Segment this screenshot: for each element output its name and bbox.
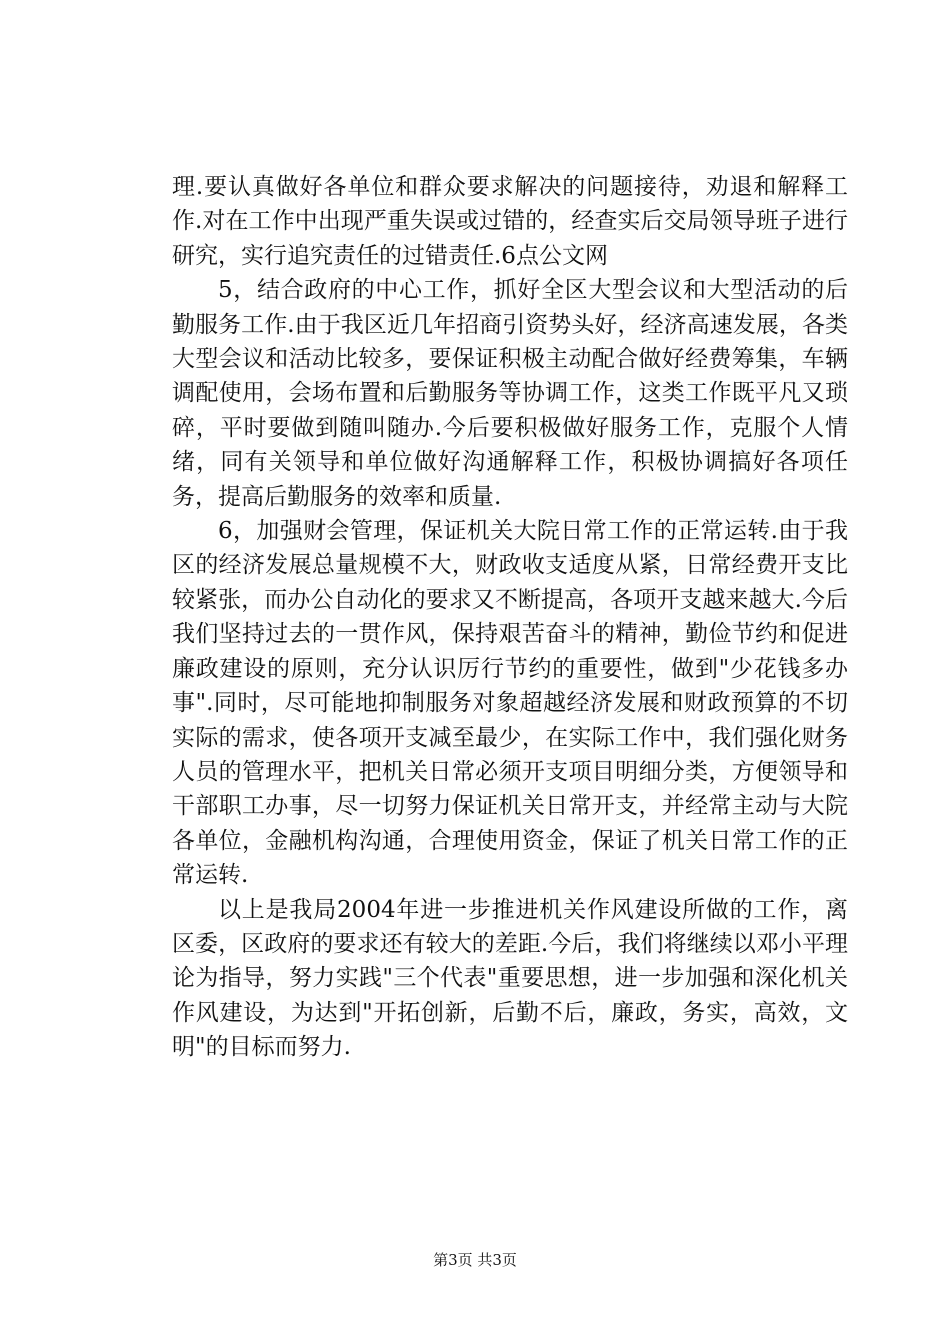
paragraph-item-6: 6，加强财会管理，保证机关大院日常工作的正常运转.由于我区的经济发展总量规模不大，财政收支适度从紧，日常经费开支比较紧张，而办公自动化的要求又不断提高，各项开支越来越大.今后我们坚持过去的一贯作风，保持艰苦奋斗的精神，勤俭节约和促进廉政建设的原则，充分认识厉行节约的重要性，做到"少花钱多办事".同时，尽可能地抑制服务对象超越经济发展和财政预算的不切实际的需求，使各项开支减至最少，在实际工作中，我们强化财务人员的管理水平，把机关日常必须开支项目明细分类，方便领导和干部职工办事，尽一切努力保证机关日常开支，并经常主动与大院各单位，金融机构沟通，合理使用资金，保证了机关日常工作的正常运转. — [172, 518, 848, 889]
paragraph-conclusion: 以上是我局2004年进一步推进机关作风建设所做的工作，离区委，区政府的要求还有较大的差距.今后，我们将继续以邓小平理论为指导，努力实践"三个代表"重要思想，进一步加强和深化机关作风建设，为达到"开拓创新，后勤不后，廉政，务实，高效，文明"的目标而努力. — [172, 896, 848, 1061]
paragraph-continuation: 理.要认真做好各单位和群众要求解决的问题接待，劝退和解释工作.对在工作中出现严重失误或过错的，经查实后交局领导班子进行研究，实行追究责任的过错责任.6点公文网 — [172, 174, 848, 269]
page-number-footer: 第3页 共3页 — [433, 1251, 517, 1269]
document-body — [172, 170, 848, 1065]
paragraph-item-5: 5，结合政府的中心工作，抓好全区大型会议和大型活动的后勤服务工作.由于我区近几年招商引资势头好，经济高速发展，各类大型会议和活动比较多，要保证积极主动配合做好经费筹集，车辆调配使用，会场布置和后勤服务等协调工作，这类工作既平凡又琐碎，平时要做到随叫随办.今后要积极做好服务工作，克服个人情绪，同有关领导和单位做好沟通解释工作，积极协调搞好各项任务，提高后勤服务的效率和质量. — [172, 277, 848, 510]
